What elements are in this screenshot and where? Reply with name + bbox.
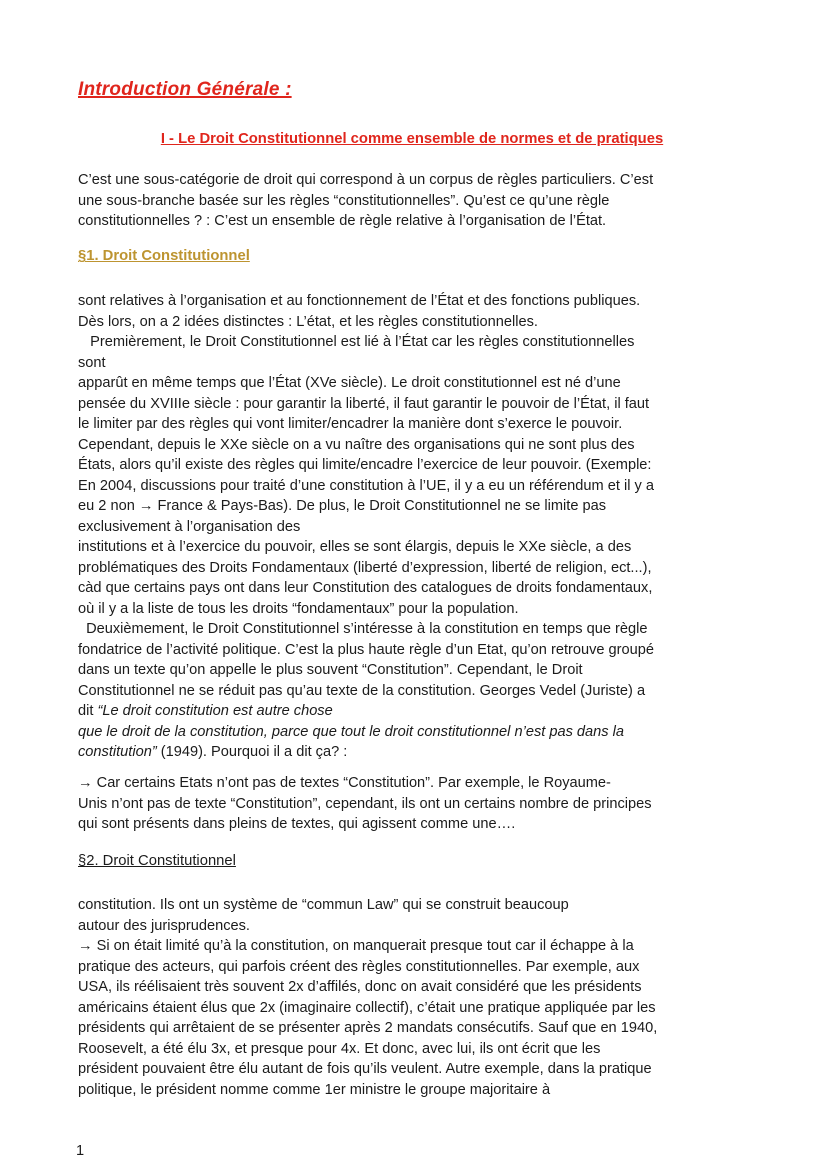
text-line (78, 1059, 746, 1080)
text-line (78, 170, 746, 191)
text-segment: En 2004, discussions pour traité d’une constitution à l’UE, il y a eu un référendum et il y a (78, 477, 654, 494)
text-line (78, 373, 746, 394)
text-segment: sont (78, 354, 106, 371)
text-line (78, 517, 746, 538)
text-segment: où il y a la liste de tous les droits “fondamentaux” pour la population. (78, 600, 519, 617)
text-line (78, 977, 746, 998)
text-segment: Dès lors, on a 2 idées distinctes : L’état, et les règles constitutionnelles. (78, 313, 538, 330)
text-segment: USA, ils réélisaient très souvent 2x d’affilés, donc on avait considéré que les présidents (78, 979, 642, 995)
text-segment: sont relatives à l’organisation et au fonctionnement de l’État et des fonctions publiques. (78, 293, 641, 309)
text-line (78, 394, 746, 415)
paragraph-droit-constitutionnel (78, 291, 746, 763)
text-segment: présidents qui arrêtaient de se présenter après 2 mandats consécutifs. Sauf que en 1940, (78, 1020, 658, 1036)
text-line (78, 742, 746, 763)
text-segment: constitutionnelles ? : C’est un ensemble de règle relative à l’organisation de l’État. (78, 213, 607, 229)
subsection-heading-1: §1. Droit Constitutionnel (78, 248, 250, 264)
text-line (78, 773, 746, 794)
quote-segment: constitution” (78, 744, 157, 760)
text-line (78, 414, 746, 435)
text-segment: càd que certains pays ont dans leur Constitution des catalogues de droits fondamentaux, (78, 580, 653, 596)
text-line (78, 558, 746, 579)
text-line (78, 957, 746, 978)
text-segment: exclusivement à l’organisation des (78, 518, 301, 535)
text-line (78, 701, 746, 722)
text-segment: fondatrice de l’activité politique. C’est la plus haute règle d’un Etat, qu’on retrouve groupé (78, 641, 654, 658)
text-segment: Constitutionnel ne se réduit pas qu’au texte de la constitution. Georges Vedel (Juriste) a (78, 682, 646, 699)
text-line (78, 191, 746, 212)
text-segment: Cependant, depuis le XXe siècle on a vu naître des organisations qui ne sont plus des (78, 436, 635, 453)
text-line (78, 353, 746, 374)
text-segment: États, alors qu’il existe des règles qui limite/encadre l’exercice de leur pouvoir. (Exemple: (78, 457, 652, 473)
text-line (78, 1039, 746, 1060)
text-segment: autour des jurisprudences. (78, 917, 250, 934)
text-line (78, 640, 746, 661)
text-line (78, 916, 746, 937)
text-segment: dit (78, 703, 98, 719)
text-line (78, 681, 746, 702)
text-line (78, 291, 746, 312)
text-line (78, 476, 746, 497)
text-segment: Unis n’ont pas de texte “Constitution”, cependant, ils ont un certains nombre de principes (78, 795, 652, 812)
section-heading: I - Le Droit Constitutionnel comme ensemble de normes et de pratiques (160, 131, 664, 147)
text-line (78, 496, 746, 517)
text-line (78, 537, 746, 558)
page-number: 1 (76, 1143, 85, 1159)
subsection-heading-2: §2. Droit Constitutionnel (78, 853, 236, 869)
text-segment: pratique des acteurs, qui parfois créent des règles constitutionnelles. Par exemple, aux (78, 958, 640, 975)
text-line (78, 619, 746, 640)
paragraph-arrow-royaume-unis (78, 773, 746, 835)
text-segment: Roosevelt, a été élu 3x, et presque pour 4x. Et donc, avec lui, ils ont écrit que les (78, 1040, 601, 1057)
quote-segment: que le droit de la constitution, parce que tout le droit constitutionnel n’est pas dans la (78, 723, 624, 740)
text-line (78, 660, 746, 681)
text-segment: américains étaient élus que 2x (imaginaire collectif), c’était une pratique appliquée par les (78, 999, 656, 1016)
text-line (78, 794, 746, 815)
text-segment: constitution. Ils ont un système de “commun Law” qui se construit beaucoup (78, 897, 569, 913)
text-line (78, 578, 746, 599)
text-line (78, 332, 746, 353)
text-segment: → Si on était limité qu’à la constitution, on manquerait presque tout car il échappe à la (78, 938, 634, 954)
text-line (78, 312, 746, 333)
paragraph-common-law (78, 895, 746, 1100)
text-segment: dans un texte qu’on appelle le plus souvent “Constitution”. Cependant, le Droit (78, 662, 583, 678)
text-segment: eu 2 non → France & Pays-Bas). De plus, le Droit Constitutionnel ne se limite pas (78, 498, 607, 514)
text-segment: Deuxièmement, le Droit Constitutionnel s’intéresse à la constitution en temps que règle (78, 621, 648, 637)
text-segment: C’est une sous-catégorie de droit qui correspond à un corpus de règles particuliers. C’est (78, 172, 654, 188)
text-line (78, 895, 746, 916)
text-line (78, 211, 746, 232)
text-segment: → Car certains Etats n’ont pas de textes “Constitution”. Par exemple, le Royaume- (78, 775, 611, 791)
quote-segment: “Le droit constitution est autre chose (97, 703, 333, 719)
text-segment: politique, le président nomme comme 1er ministre le groupe majoritaire à (78, 1081, 551, 1098)
text-line (78, 814, 746, 835)
text-line (78, 998, 746, 1019)
text-line (78, 435, 746, 456)
text-line (78, 1080, 746, 1101)
text-line (78, 1018, 746, 1039)
paragraph-intro (78, 170, 746, 232)
document-title: Introduction Générale : (78, 79, 292, 100)
text-line (78, 722, 746, 743)
text-segment: (1949). Pourquoi il a dit ça? : (156, 744, 348, 760)
text-line (78, 455, 746, 476)
text-segment: pensée du XVIIIe siècle : pour garantir la liberté, il faut garantir le pouvoir de l’État, il faut (78, 395, 650, 412)
text-segment: Premièrement, le Droit Constitutionnel est lié à l’État car les règles constitutionnelles (78, 334, 635, 350)
text-line (78, 936, 746, 957)
text-segment: problématiques des Droits Fondamentaux (liberté d’expression, liberté de religion, ect...), (78, 559, 652, 576)
text-segment: institutions et à l’exercice du pouvoir, elles se sont élargis, depuis le XXe siècle, a des (78, 539, 632, 555)
text-line (78, 599, 746, 620)
text-segment: apparût en même temps que l’État (XVe siècle). Le droit constitutionnel est né d’une (78, 375, 621, 391)
text-segment: qui sont présents dans pleins de textes, qui agissent comme une…. (78, 816, 516, 832)
text-segment: le limiter par des règles qui vont limiter/encadrer la manière dont s’exerce le pouvoir. (78, 416, 623, 432)
text-segment: une sous-branche basée sur les règles “constitutionnelles”. Qu’est ce qu’une règle (78, 192, 610, 209)
document-content (78, 0, 746, 1169)
text-segment: président pouvaient être élu autant de fois qu’ils veulent. Autre exemple, dans la pratique (78, 1061, 652, 1077)
